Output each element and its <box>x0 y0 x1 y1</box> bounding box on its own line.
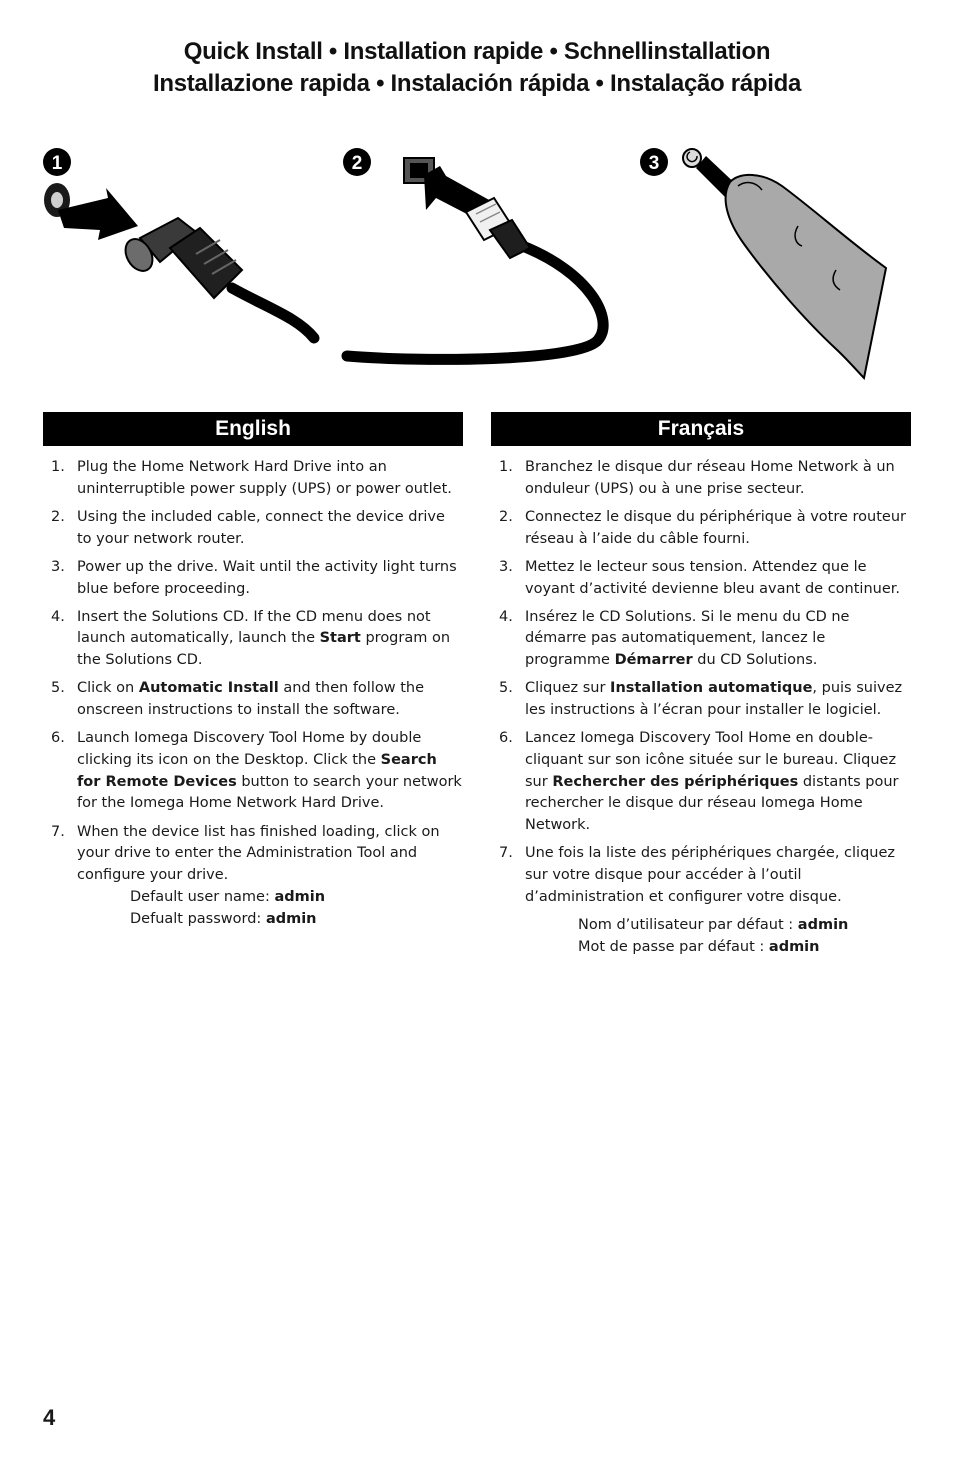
step-3-badge <box>640 148 668 176</box>
step-text: distants pour rechercher le disque dur réseau Iomega Home Network. <box>525 773 899 834</box>
page-title-line-2: Installazione rapida • Instalación rápida • Instalação rápida <box>152 70 802 97</box>
step-bold-text: Démarrer <box>614 652 693 669</box>
step-text: Click on <box>77 680 139 697</box>
step-3-number: 3 <box>648 153 660 174</box>
username-label: Nom d’utilisateur par défaut : <box>578 916 798 933</box>
step-text: Insérez le CD Solutions. Si le menu du CD ne démarre pas automatiquement, lancez le programme <box>525 608 850 669</box>
step-text: When the device list has finished loading, click on your drive to enter the Administration Tool and configure your drive. <box>77 823 440 883</box>
step-number: 4. <box>51 608 65 625</box>
french-heading: Français <box>491 412 911 446</box>
step-text: Connectez le disque du périphérique à votre routeur réseau à l’aide du câble fourni. <box>525 508 906 547</box>
default-password <box>499 937 911 959</box>
english-step-6 <box>51 728 463 815</box>
french-step-4 <box>499 607 911 672</box>
step-number: 3. <box>51 558 65 575</box>
english-step-1 <box>51 457 463 500</box>
english-step-2 <box>51 507 463 550</box>
step-number: 3. <box>499 558 513 575</box>
step-number: 1. <box>51 459 65 475</box>
step-text: program on the Solutions CD. <box>77 630 451 669</box>
step-text: Lancez Iomega Discovery Tool Home en double-cliquant sur son icône située sur le bureau. Cliquez sur <box>525 730 897 790</box>
default-username <box>499 915 911 937</box>
setup-illustration <box>0 138 954 388</box>
french-step-1 <box>499 457 911 500</box>
default-username <box>51 887 463 909</box>
step-number: 6. <box>499 730 513 747</box>
step-2-badge <box>343 148 371 176</box>
step-text: Launch Iomega Discovery Tool Home by double clicking its icon on the Desktop. Click the <box>77 730 422 768</box>
step-1-badge <box>43 148 71 176</box>
step-text: Using the included cable, connect the device drive to your network router. <box>77 508 445 547</box>
french-instructions <box>499 457 911 958</box>
english-heading: English <box>43 412 463 446</box>
step-text: Mettez le lecteur sous tension. Attendez que le voyant d’activité devienne bleu avant de continuer. <box>525 558 900 597</box>
english-step-4 <box>51 607 463 672</box>
page-number: 4 <box>43 1405 56 1430</box>
password-label: Defualt password: <box>130 910 266 927</box>
username-value: admin <box>797 916 849 933</box>
french-step-list <box>499 457 911 908</box>
english-step-5 <box>51 678 463 721</box>
finger-press-icon <box>683 149 886 378</box>
step-2-number: 2 <box>351 153 363 174</box>
step-1-number: 1 <box>51 153 63 174</box>
power-plug-icon <box>44 183 314 338</box>
french-step-5 <box>499 678 911 721</box>
username-value: admin <box>274 889 326 906</box>
step-text: du CD Solutions. <box>692 652 818 669</box>
french-step-2 <box>499 507 911 550</box>
step-text: button to search your network for the Iomega Home Network Hard Drive. <box>77 773 462 812</box>
step-text: Branchez le disque dur réseau Home Network à un onduleur (UPS) ou à une prise secteur. <box>525 459 895 497</box>
step-number: 7. <box>499 845 513 862</box>
step-bold-text: Installation automatique <box>610 680 813 697</box>
ethernet-cable-icon <box>347 158 603 359</box>
english-step-7 <box>51 822 463 887</box>
password-label: Mot de passe par défaut : <box>578 938 769 955</box>
step-text: Power up the drive. Wait until the activity light turns blue before proceeding. <box>77 558 457 597</box>
step-bold-text: Rechercher des périphériques <box>552 773 799 790</box>
step-number: 1. <box>499 459 513 475</box>
step-number: 6. <box>51 730 65 747</box>
step-number: 7. <box>51 823 65 840</box>
step-number: 4. <box>499 608 513 625</box>
step-bold-text: Automatic Install <box>138 680 279 697</box>
step-number: 5. <box>51 680 65 697</box>
step-text: Plug the Home Network Hard Drive into an uninterruptible power supply (UPS) or power outlet. <box>77 459 452 497</box>
step-text: Une fois la liste des périphériques chargée, cliquez sur votre disque pour accéder à l’outil d’administration et configurer votre disque. <box>525 845 896 905</box>
step-number: 2. <box>51 508 65 525</box>
french-step-3 <box>499 557 911 600</box>
step-number: 2. <box>499 508 513 525</box>
step-text: , puis suivez les instructions à l’écran pour installer le logiciel. <box>525 680 903 719</box>
password-value: admin <box>265 910 317 927</box>
password-value: admin <box>768 938 820 955</box>
english-step-list <box>51 457 463 887</box>
english-step-3 <box>51 557 463 600</box>
username-label: Default user name: <box>130 889 275 906</box>
step-bold-text: Search for Remote Devices <box>77 751 437 790</box>
step-bold-text: Start <box>319 630 361 647</box>
french-step-6 <box>499 728 911 837</box>
default-password <box>51 909 463 931</box>
french-step-7 <box>499 843 911 908</box>
step-text: Insert the Solutions CD. If the CD menu does not launch automatically, launch the <box>77 608 431 647</box>
step-text: and then follow the onscreen instructions to install the software. <box>77 680 424 719</box>
step-number: 5. <box>499 680 513 697</box>
page-title-line-1: Quick Install • Installation rapide • Schnellinstallation <box>183 38 771 65</box>
english-instructions <box>51 457 463 931</box>
step-text: Cliquez sur <box>525 680 611 697</box>
